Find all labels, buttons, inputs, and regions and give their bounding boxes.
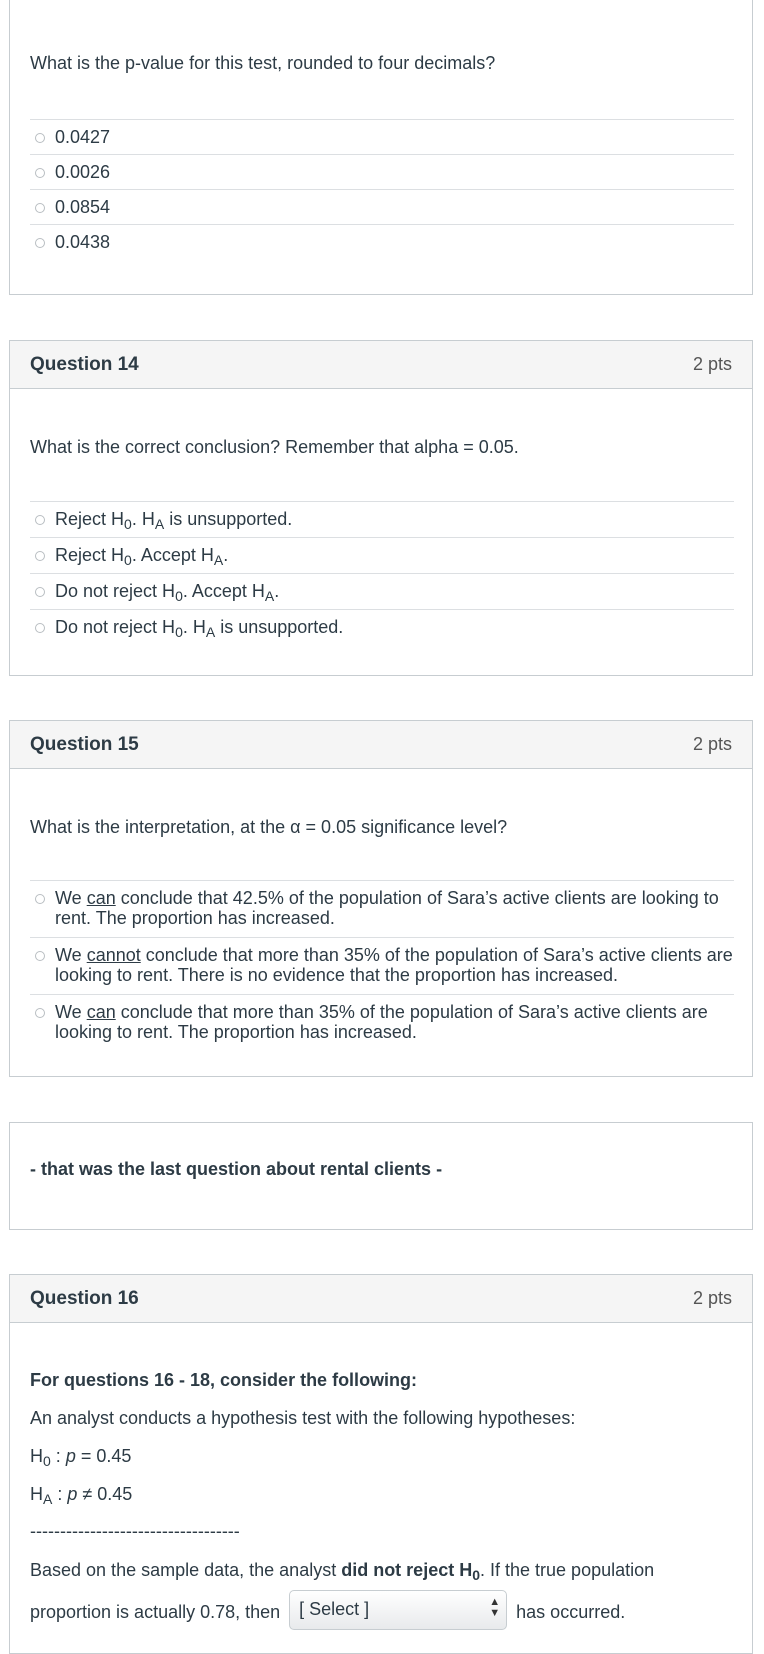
question-13-card — [9, 0, 753, 295]
answer-option[interactable] — [30, 155, 734, 190]
question-points: 2 pts — [692, 734, 732, 754]
section-end-text: - that was the last question about rental clients - — [30, 1159, 443, 1179]
question-title: Question 14 — [30, 353, 139, 375]
question-15-card — [9, 720, 753, 1077]
question-points: 2 pts — [692, 1288, 732, 1308]
answer-option[interactable] — [30, 995, 734, 1051]
answer-label: Reject $H_0$. $H_A$ is unsupported. — [55, 509, 293, 532]
answer-label: We can conclude that 42.5% of the population of Sara’s active clients are looking to rent. The proportion has increased. — [55, 888, 719, 928]
answer-label: Reject $H_0$. Accept $H_A$. — [55, 545, 229, 568]
answer-label: We cannot conclude that more than 35% of the population of Sara’s active clients are looking to rent. There is no evidence that the proportion has increased. — [55, 945, 733, 985]
answer-select-dropdown[interactable] — [289, 1590, 507, 1630]
question-15-header — [10, 721, 752, 769]
question-15-answers — [30, 880, 734, 1051]
answer-option[interactable] — [30, 538, 734, 574]
radio-button[interactable] — [35, 623, 45, 633]
answer-option[interactable] — [30, 610, 734, 645]
text-only-card — [9, 1122, 753, 1230]
question-13-text: What is the p-value for this test, rounded to four decimals? — [30, 53, 496, 73]
null-hypothesis: $H_0$ : p = 0.45 — [30, 1446, 132, 1469]
answer-option[interactable] — [30, 502, 734, 538]
radio-button[interactable] — [35, 587, 45, 597]
question-title: Question 15 — [30, 733, 139, 755]
radio-button[interactable] — [35, 168, 45, 178]
dashed-separator: ----------------------------------- — [30, 1521, 240, 1541]
alternative-hypothesis: $H_A$ : p ≠ 0.45 — [30, 1484, 133, 1507]
answer-option[interactable] — [30, 574, 734, 610]
question-14-card — [9, 340, 753, 676]
question-points: 2 pts — [692, 354, 732, 374]
question-14-text: What is the correct conclusion? Remember that alpha = 0.05. — [30, 437, 519, 457]
answer-option[interactable] — [30, 120, 734, 155]
radio-button[interactable] — [35, 551, 45, 561]
question-14-answers — [30, 501, 734, 645]
answer-option[interactable] — [30, 190, 734, 225]
answer-label: 0.0854 — [55, 197, 111, 217]
question-16-line1: An analyst conducts a hypothesis test with the following hypotheses: — [30, 1408, 576, 1428]
question-15-text: What is the interpretation, at the α = 0.05 significance level? — [30, 817, 508, 837]
question-14-header — [10, 341, 752, 389]
answer-label: Do not reject $H_0$. Accept $H_A$. — [55, 581, 280, 604]
question-13-answers — [30, 119, 734, 259]
radio-button[interactable] — [35, 238, 45, 248]
question-16-blank-line: proportion is actually 0.78, then [ Select ] ▲ ▼ has occurred. — [30, 1593, 625, 1633]
answer-label: Do not reject $H_0$. $H_A$ is unsupported. — [55, 617, 344, 640]
radio-button[interactable] — [35, 515, 45, 525]
answer-option[interactable] — [30, 938, 734, 995]
question-16-statement: Based on the sample data, the analyst did not reject $H_0$. If the true population — [30, 1560, 655, 1583]
question-title: Question 16 — [30, 1287, 139, 1309]
radio-button[interactable] — [35, 203, 45, 213]
radio-button[interactable] — [35, 133, 45, 143]
answer-option[interactable] — [30, 881, 734, 938]
radio-button[interactable] — [35, 1008, 45, 1018]
question-16-header — [10, 1275, 752, 1323]
answer-option[interactable] — [30, 225, 734, 259]
answer-label: We can conclude that more than 35% of the population of Sara’s active clients are looking to rent. The proportion has increased. — [55, 1002, 708, 1042]
select-arrows-icon: ▲ ▼ — [489, 1596, 501, 1619]
select-value: [ Select ] — [299, 1599, 370, 1619]
answer-label: 0.0427 — [55, 127, 111, 147]
answer-label: 0.0438 — [55, 232, 111, 252]
radio-button[interactable] — [35, 951, 45, 961]
radio-button[interactable] — [35, 894, 45, 904]
question-16-card — [9, 1274, 753, 1654]
question-16-intro: For questions 16 - 18, consider the following: — [30, 1370, 418, 1390]
answer-label: 0.0026 — [55, 162, 111, 182]
